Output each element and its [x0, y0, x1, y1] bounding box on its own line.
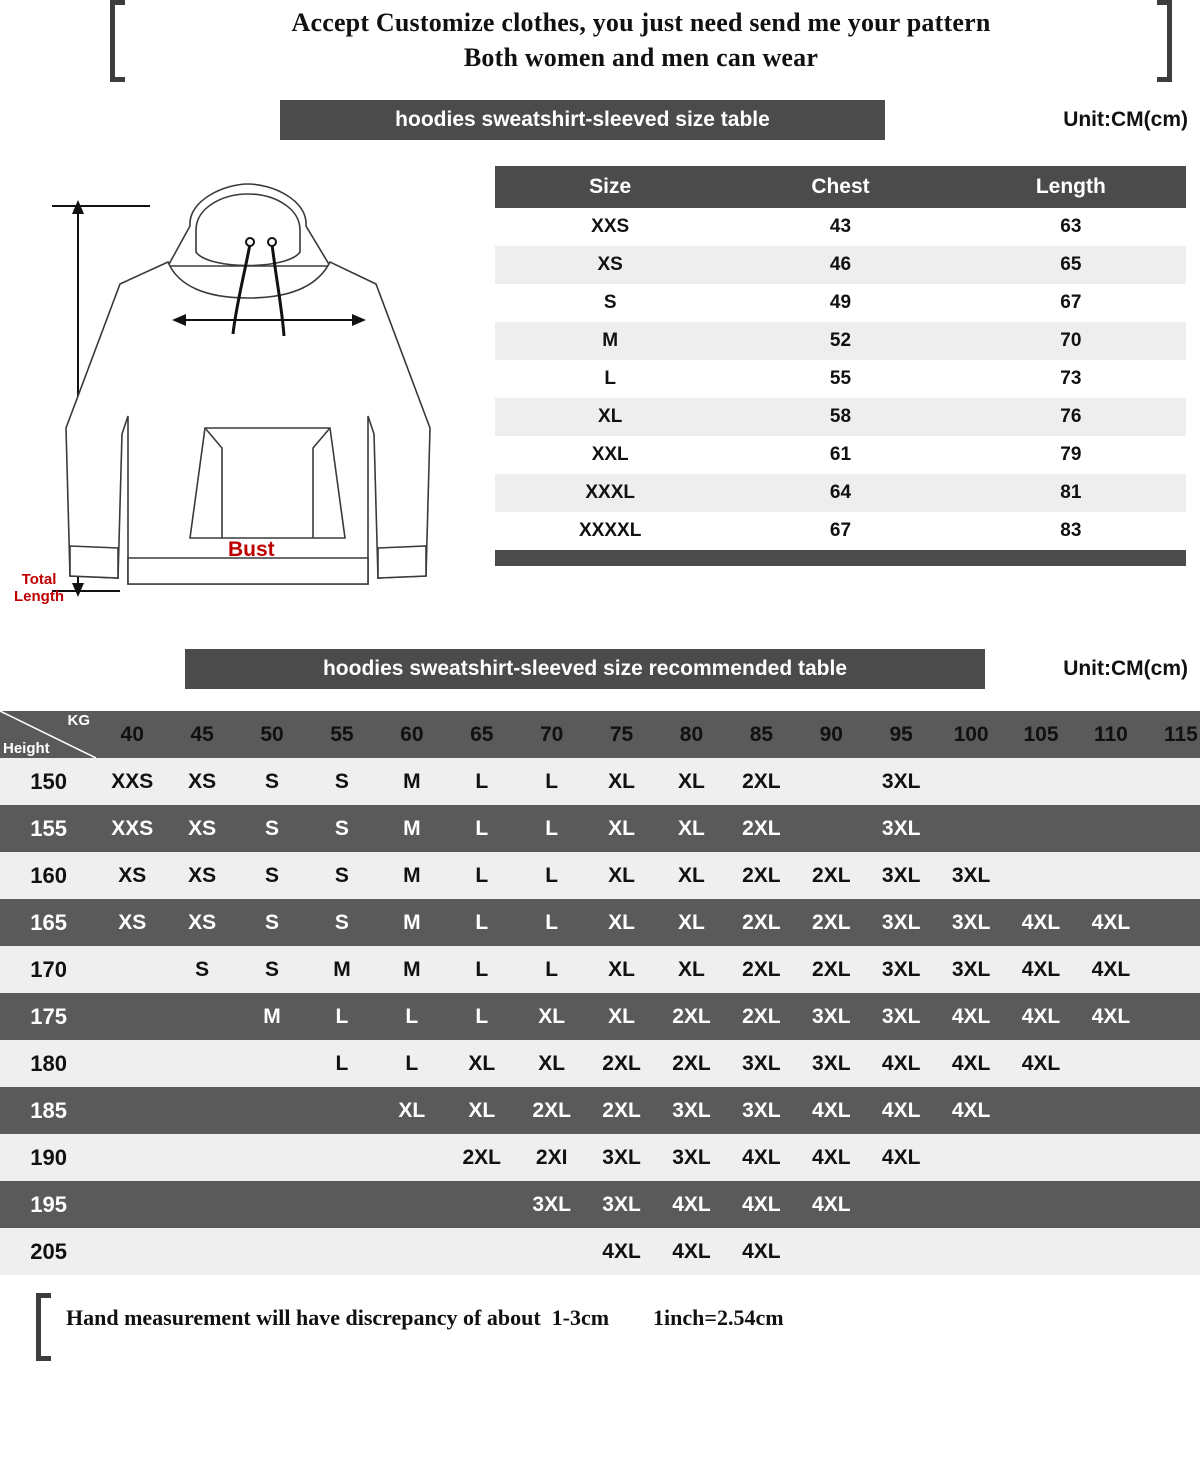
recommend-cell: 4XL	[726, 1228, 796, 1275]
table-row	[0, 899, 1200, 946]
recommend-cell: L	[447, 993, 517, 1040]
recommend-cell: L	[447, 899, 517, 946]
header-bracket-left-icon	[110, 0, 125, 82]
recommend-cell: 4XL	[866, 1087, 936, 1134]
size-cell-chest: 55	[725, 360, 955, 398]
recommend-cell	[1146, 946, 1200, 993]
recommend-cell: 2XL	[726, 805, 796, 852]
recommend-cell: XS	[167, 758, 237, 805]
table-row	[0, 946, 1200, 993]
recommend-cell: XS	[97, 852, 167, 899]
size-cell-length: 83	[956, 512, 1186, 550]
recommend-cell: XL	[587, 805, 657, 852]
recommend-cell	[307, 1181, 377, 1228]
height-header-cell: 185	[0, 1087, 97, 1134]
recommend-cell: XL	[447, 1040, 517, 1087]
footer-note-text: Hand measurement will have discrepancy of about 1-3cm 1inch=2.54cm	[66, 1305, 784, 1330]
recommend-cell	[1146, 1181, 1200, 1228]
size-cell-size: XXL	[495, 436, 725, 474]
recommend-cell: M	[377, 805, 447, 852]
weight-header-cell: 80	[657, 711, 727, 758]
size-cell-chest: 64	[725, 474, 955, 512]
recommend-cell: 4XL	[726, 1134, 796, 1181]
recommend-cell: 3XL	[866, 946, 936, 993]
recommend-cell: S	[307, 852, 377, 899]
recommend-cell: 2XL	[726, 993, 796, 1040]
recommend-cell	[796, 805, 866, 852]
recommend-cell: M	[307, 946, 377, 993]
recommend-cell	[1006, 1181, 1076, 1228]
recommend-cell: 2XL	[726, 758, 796, 805]
recommend-cell: L	[517, 758, 587, 805]
size-cell-length: 79	[956, 436, 1186, 474]
size-chart-section	[0, 166, 1200, 631]
recommend-cell: 4XL	[796, 1181, 866, 1228]
recommend-cell	[936, 758, 1006, 805]
recommend-cell: XS	[97, 899, 167, 946]
size-cell-chest: 58	[725, 398, 955, 436]
weight-header-cell: 65	[447, 711, 517, 758]
recommend-cell: XL	[657, 805, 727, 852]
recommend-cell	[1076, 805, 1146, 852]
recommend-table	[0, 711, 1200, 1275]
recommend-cell: S	[237, 805, 307, 852]
recommend-cell: XL	[377, 1087, 447, 1134]
recommend-cell: XS	[167, 852, 237, 899]
recommend-cell	[237, 1181, 307, 1228]
recommend-cell: L	[447, 852, 517, 899]
recommend-table-wrapper	[0, 711, 1200, 1275]
size-cell-chest: 61	[725, 436, 955, 474]
size-cell-length: 70	[956, 322, 1186, 360]
weight-header-cell: 105	[1006, 711, 1076, 758]
recommend-cell: 4XL	[936, 993, 1006, 1040]
recommend-cell	[1146, 993, 1200, 1040]
recommend-cell	[1006, 852, 1076, 899]
weight-header-cell: 40	[97, 711, 167, 758]
recommend-cell	[237, 1040, 307, 1087]
garment-diagram	[0, 166, 495, 631]
recommend-cell	[1076, 852, 1146, 899]
recommend-cell: L	[447, 946, 517, 993]
size-cell-chest: 46	[725, 246, 955, 284]
header-banner	[110, 0, 1172, 82]
recommend-cell	[1006, 1228, 1076, 1275]
recommend-cell: XL	[587, 899, 657, 946]
recommend-cell	[307, 1134, 377, 1181]
recommend-cell: XL	[587, 946, 657, 993]
recommend-cell	[1076, 1134, 1146, 1181]
height-header-cell: 160	[0, 852, 97, 899]
recommend-cell: 2XI	[517, 1134, 587, 1181]
recommend-cell: 3XL	[657, 1087, 727, 1134]
recommend-cell	[796, 1228, 866, 1275]
weight-header-cell: 70	[517, 711, 587, 758]
size-cell-size: XL	[495, 398, 725, 436]
size-cell-size: M	[495, 322, 725, 360]
recommend-cell: XXS	[97, 805, 167, 852]
height-header-cell: 165	[0, 899, 97, 946]
size-table-title: hoodies sweatshirt-sleeved size table	[280, 100, 885, 140]
recommend-cell	[167, 1181, 237, 1228]
recommend-cell: L	[517, 805, 587, 852]
recommend-cell: XL	[447, 1087, 517, 1134]
recommend-cell: L	[307, 993, 377, 1040]
recommend-cell	[936, 1181, 1006, 1228]
size-table-header-row	[495, 166, 1186, 208]
footer-bracket-icon	[36, 1293, 51, 1361]
recommend-cell: S	[237, 852, 307, 899]
table-row	[495, 246, 1186, 284]
recommend-cell	[237, 1134, 307, 1181]
bust-label: Bust	[228, 538, 275, 561]
recommend-cell: 3XL	[796, 993, 866, 1040]
recommend-cell	[97, 1040, 167, 1087]
recommend-cell: 3XL	[866, 852, 936, 899]
recommend-cell	[1146, 1087, 1200, 1134]
recommend-cell: XXS	[97, 758, 167, 805]
height-header-cell: 175	[0, 993, 97, 1040]
size-cell-chest: 67	[725, 512, 955, 550]
recommend-cell: 3XL	[936, 852, 1006, 899]
recommend-cell	[167, 1087, 237, 1134]
recommend-cell: 3XL	[936, 946, 1006, 993]
recommend-cell	[377, 1134, 447, 1181]
recommend-cell: L	[517, 946, 587, 993]
table-row	[0, 758, 1200, 805]
recommend-cell: XL	[657, 899, 727, 946]
size-cell-size: S	[495, 284, 725, 322]
recommend-cell: L	[447, 758, 517, 805]
table-row	[0, 1181, 1200, 1228]
recommend-cell: L	[377, 1040, 447, 1087]
recommend-cell: 4XL	[657, 1228, 727, 1275]
recommend-cell	[447, 1228, 517, 1275]
table-row	[0, 993, 1200, 1040]
height-header-cell: 180	[0, 1040, 97, 1087]
recommend-cell: 3XL	[936, 899, 1006, 946]
recommend-cell: 4XL	[726, 1181, 796, 1228]
recommend-cell	[377, 1228, 447, 1275]
recommend-table-header-row	[0, 711, 1200, 758]
recommend-cell: XS	[167, 805, 237, 852]
recommend-cell: 3XL	[866, 899, 936, 946]
header-title-line-2: Both women and men can wear	[463, 43, 819, 72]
recommend-cell	[1146, 805, 1200, 852]
recommend-cell: 4XL	[1006, 993, 1076, 1040]
size-cell-size: XXS	[495, 208, 725, 246]
height-header-cell: 150	[0, 758, 97, 805]
size-cell-length: 67	[956, 284, 1186, 322]
recommend-cell	[97, 1228, 167, 1275]
size-cell-length: 81	[956, 474, 1186, 512]
size-cell-size: XXXXL	[495, 512, 725, 550]
col-header-chest: Chest	[725, 166, 955, 208]
recommend-cell: XS	[167, 899, 237, 946]
axis-height-label: Height	[3, 740, 50, 757]
recommend-cell: 4XL	[936, 1040, 1006, 1087]
recommend-cell: 2XL	[796, 946, 866, 993]
recommend-cell	[1076, 1181, 1146, 1228]
recommend-cell	[237, 1087, 307, 1134]
table-row	[495, 398, 1186, 436]
recommend-cell: XL	[587, 993, 657, 1040]
size-cell-chest: 43	[725, 208, 955, 246]
table-row	[495, 436, 1186, 474]
weight-header-cell: 95	[866, 711, 936, 758]
table-row	[495, 474, 1186, 512]
recommend-cell	[1146, 852, 1200, 899]
recommend-cell	[936, 1134, 1006, 1181]
recommend-cell: 2XL	[796, 852, 866, 899]
recommend-cell: 3XL	[517, 1181, 587, 1228]
table-row	[0, 1228, 1200, 1275]
weight-header-cell: 115	[1146, 711, 1200, 758]
recommend-cell	[866, 1228, 936, 1275]
height-header-cell: 170	[0, 946, 97, 993]
footer-note	[36, 1293, 1166, 1359]
weight-header-cell: 90	[796, 711, 866, 758]
recommend-cell	[167, 1228, 237, 1275]
height-header-cell: 190	[0, 1134, 97, 1181]
recommend-cell	[1006, 1087, 1076, 1134]
recommend-cell: 3XL	[866, 993, 936, 1040]
recommend-cell: S	[307, 805, 377, 852]
recommend-cell: 3XL	[587, 1181, 657, 1228]
recommend-cell: M	[377, 946, 447, 993]
weight-header-cell: 60	[377, 711, 447, 758]
recommend-cell: 3XL	[587, 1134, 657, 1181]
recommend-cell: 2XL	[726, 852, 796, 899]
recommend-cell: 4XL	[936, 1087, 1006, 1134]
recommend-cell	[97, 946, 167, 993]
recommend-cell	[1146, 1228, 1200, 1275]
recommend-cell	[377, 1181, 447, 1228]
recommend-cell: 3XL	[726, 1040, 796, 1087]
recommend-cell: 3XL	[726, 1087, 796, 1134]
recommend-cell: M	[377, 758, 447, 805]
total-length-label: Total Length	[14, 571, 64, 605]
weight-header-cell: 75	[587, 711, 657, 758]
height-header-cell: 205	[0, 1228, 97, 1275]
recommend-cell: S	[167, 946, 237, 993]
recommend-cell	[1146, 1040, 1200, 1087]
recommend-cell: 4XL	[1076, 993, 1146, 1040]
recommend-cell	[1076, 758, 1146, 805]
recommend-cell	[517, 1228, 587, 1275]
table-row	[0, 805, 1200, 852]
recommend-cell	[1006, 805, 1076, 852]
recommend-cell: XL	[657, 758, 727, 805]
recommend-cell: 4XL	[1076, 899, 1146, 946]
recommend-cell: M	[377, 852, 447, 899]
recommend-cell: XL	[657, 852, 727, 899]
recommend-cell: 3XL	[866, 758, 936, 805]
recommend-cell: 2XL	[587, 1040, 657, 1087]
recommend-cell: 2XL	[517, 1087, 587, 1134]
recommend-cell	[97, 1087, 167, 1134]
recommend-cell: XL	[517, 993, 587, 1040]
size-cell-chest: 49	[725, 284, 955, 322]
recommend-title-row	[0, 649, 1200, 689]
recommend-cell: 2XL	[726, 946, 796, 993]
recommend-cell: 4XL	[1006, 899, 1076, 946]
recommend-cell	[237, 1228, 307, 1275]
recommend-cell	[307, 1087, 377, 1134]
recommend-cell: 4XL	[796, 1134, 866, 1181]
table-row	[0, 1040, 1200, 1087]
size-cell-length: 65	[956, 246, 1186, 284]
weight-header-cell: 85	[726, 711, 796, 758]
size-table-title-row	[0, 100, 1200, 140]
table-row	[495, 360, 1186, 398]
table-row	[495, 512, 1186, 550]
table-row	[0, 852, 1200, 899]
recommend-cell: 2XL	[726, 899, 796, 946]
recommend-cell: XL	[657, 946, 727, 993]
recommend-cell	[97, 1134, 167, 1181]
recommend-cell: 3XL	[796, 1040, 866, 1087]
recommend-cell	[1146, 758, 1200, 805]
recommend-cell: S	[237, 899, 307, 946]
recommend-cell: 4XL	[1076, 946, 1146, 993]
recommend-cell: 2XL	[657, 993, 727, 1040]
recommend-cell: M	[377, 899, 447, 946]
recommend-cell: 3XL	[866, 805, 936, 852]
recommend-cell	[1146, 899, 1200, 946]
weight-header-cell: 45	[167, 711, 237, 758]
weight-header-cell: 100	[936, 711, 1006, 758]
recommend-cell: XL	[587, 852, 657, 899]
recommend-cell: 4XL	[587, 1228, 657, 1275]
table-row	[0, 1087, 1200, 1134]
recommend-cell: 3XL	[657, 1134, 727, 1181]
recommend-cell: 2XL	[796, 899, 866, 946]
recommend-cell	[936, 1228, 1006, 1275]
axis-corner-cell	[0, 711, 97, 758]
recommend-cell: 4XL	[866, 1040, 936, 1087]
recommend-cell: 2XL	[657, 1040, 727, 1087]
recommend-cell: 4XL	[1006, 1040, 1076, 1087]
recommend-cell: L	[377, 993, 447, 1040]
recommend-cell: S	[307, 899, 377, 946]
recommend-cell: L	[307, 1040, 377, 1087]
table-row	[495, 284, 1186, 322]
size-cell-length: 76	[956, 398, 1186, 436]
recommend-cell: 2XL	[447, 1134, 517, 1181]
weight-header-cell: 55	[307, 711, 377, 758]
size-table	[495, 166, 1186, 550]
recommend-cell: L	[517, 899, 587, 946]
size-table-footer-bar	[495, 550, 1186, 566]
weight-header-cell: 50	[237, 711, 307, 758]
recommend-cell: S	[237, 758, 307, 805]
size-cell-chest: 52	[725, 322, 955, 360]
recommend-cell	[1076, 1228, 1146, 1275]
recommend-cell	[936, 805, 1006, 852]
recommend-cell: XL	[587, 758, 657, 805]
recommend-table-title: hoodies sweatshirt-sleeved size recommended table	[185, 649, 985, 689]
size-table-unit: Unit:CM(cm)	[1063, 108, 1188, 131]
col-header-length: Length	[956, 166, 1186, 208]
recommend-cell	[796, 758, 866, 805]
size-cell-size: XXXL	[495, 474, 725, 512]
table-row	[0, 1134, 1200, 1181]
recommend-cell	[1076, 1040, 1146, 1087]
recommend-cell: M	[237, 993, 307, 1040]
recommend-cell: 4XL	[866, 1134, 936, 1181]
recommend-cell: 4XL	[1006, 946, 1076, 993]
height-header-cell: 155	[0, 805, 97, 852]
recommend-cell: L	[517, 852, 587, 899]
header-bracket-right-icon	[1157, 0, 1172, 82]
recommend-cell	[97, 1181, 167, 1228]
size-cell-size: L	[495, 360, 725, 398]
header-title-line-1: Accept Customize clothes, you just need send me your pattern	[291, 8, 991, 37]
recommend-cell: 2XL	[587, 1087, 657, 1134]
col-header-size: Size	[495, 166, 725, 208]
recommend-cell	[1006, 758, 1076, 805]
recommend-cell	[97, 993, 167, 1040]
table-row	[495, 208, 1186, 246]
recommend-table-unit: Unit:CM(cm)	[1063, 657, 1188, 680]
recommend-cell	[447, 1181, 517, 1228]
recommend-cell: S	[307, 758, 377, 805]
recommend-cell: XL	[517, 1040, 587, 1087]
height-header-cell: 195	[0, 1181, 97, 1228]
recommend-cell	[1006, 1134, 1076, 1181]
recommend-cell: 4XL	[657, 1181, 727, 1228]
recommend-cell	[167, 1134, 237, 1181]
recommend-cell	[307, 1228, 377, 1275]
recommend-cell: S	[237, 946, 307, 993]
recommend-cell	[167, 993, 237, 1040]
recommend-cell	[1146, 1134, 1200, 1181]
axis-weight-label: KG	[67, 712, 90, 729]
size-cell-length: 63	[956, 208, 1186, 246]
weight-header-cell: 110	[1076, 711, 1146, 758]
recommend-cell	[1076, 1087, 1146, 1134]
recommend-cell: L	[447, 805, 517, 852]
recommend-cell	[866, 1181, 936, 1228]
size-cell-length: 73	[956, 360, 1186, 398]
size-table-wrapper	[495, 166, 1200, 631]
table-row	[495, 322, 1186, 360]
recommend-cell	[167, 1040, 237, 1087]
recommend-cell: 4XL	[796, 1087, 866, 1134]
size-cell-size: XS	[495, 246, 725, 284]
